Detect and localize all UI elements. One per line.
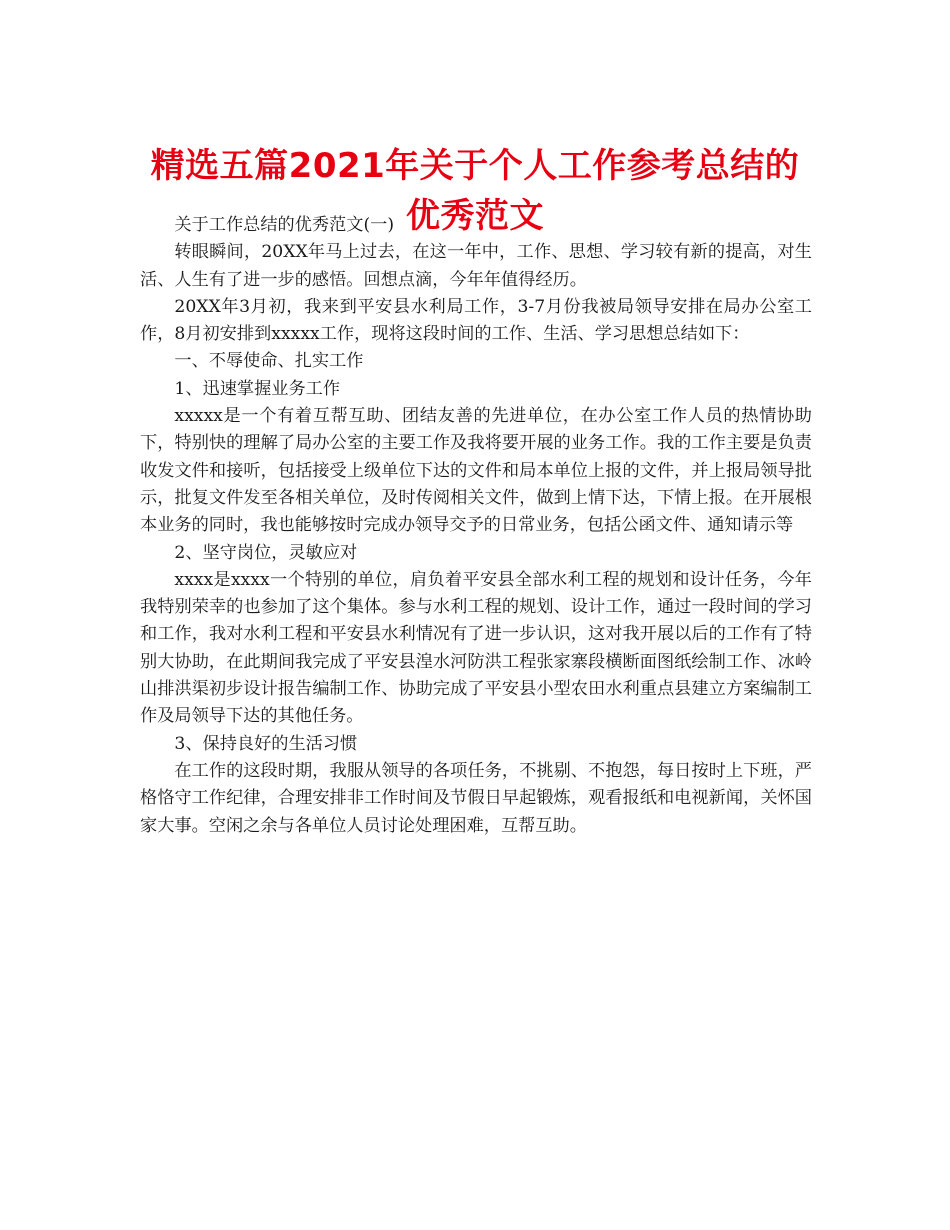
document-body — [140, 212, 812, 840]
body-paragraph: xxxx是xxxx一个特别的单位，肩负着平安县全部水利工程的规划和设计任务，今年我特别荣幸的也参加了这个集体。参与水利工程的规划、设计工作，通过一段时间的学习和工作，我对水利工程和平安县水利情况有了进一步认识，这对我开展以后的工作有了特别大协助，在此期间我完成了平安县湟水河防洪工程张家寨段横断面图纸绘制工作、冰岭山排洪渠初步设计报告编制工作、协助完成了平安县小型农田水利重点县建立方案编制工作及局领导下达的其他任务。 — [140, 569, 812, 727]
section-heading: 关于工作总结的优秀范文(一) — [174, 215, 395, 235]
body-paragraph: 在工作的这段时期，我服从领导的各项任务，不挑剔、不抱怨，每日按时上下班，严格恪守工作纪律，合理安排非工作时间及节假日早起锻炼，观看报纸和电视新闻，关怀国家大事。空闲之余与各单位人员讨论处理困难，互帮互助。 — [140, 760, 812, 836]
body-paragraph: xxxxx是一个有着互帮互助、团结友善的先进单位，在办公室工作人员的热情协助下，特别快的理解了局办公室的主要工作及我将要开展的业务工作。我的工作主要是负责收发文件和接听，包括接受上级单位下达的文件和局本单位上报的文件，并上报局领导批示，批复文件发至各相关单位，及时传阅相关文件，做到上情下达，下情上报。在开展根本业务的同时，我也能够按时完成办领导交予的日常业务，包括公函文件、通知请示等 — [140, 406, 812, 536]
subsection-heading: 1、迅速掌握业务工作 — [174, 378, 341, 399]
subsection-heading: 3、保持良好的生活习惯 — [174, 733, 358, 754]
body-paragraph: 20XX年3月初，我来到平安县水利局工作，3-7月份我被局领导安排在局办公室工作，8月初安排到xxxxx工作，现将这段时间的工作、生活、学习思想总结如下： — [140, 296, 812, 345]
document-title: 精选五篇2021年关于个人工作参考总结的优秀范文 — [150, 145, 800, 236]
section-heading: 一、不辱使命、扎实工作 — [174, 351, 364, 372]
subsection-heading: 2、坚守岗位，灵敏应对 — [174, 542, 358, 563]
body-paragraph: 转眼瞬间，20XX年马上过去，在这一年中，工作、思想、学习较有新的提高，对生活、人生有了进一步的感悟。回想点滴，今年年值得经历。 — [140, 242, 812, 290]
